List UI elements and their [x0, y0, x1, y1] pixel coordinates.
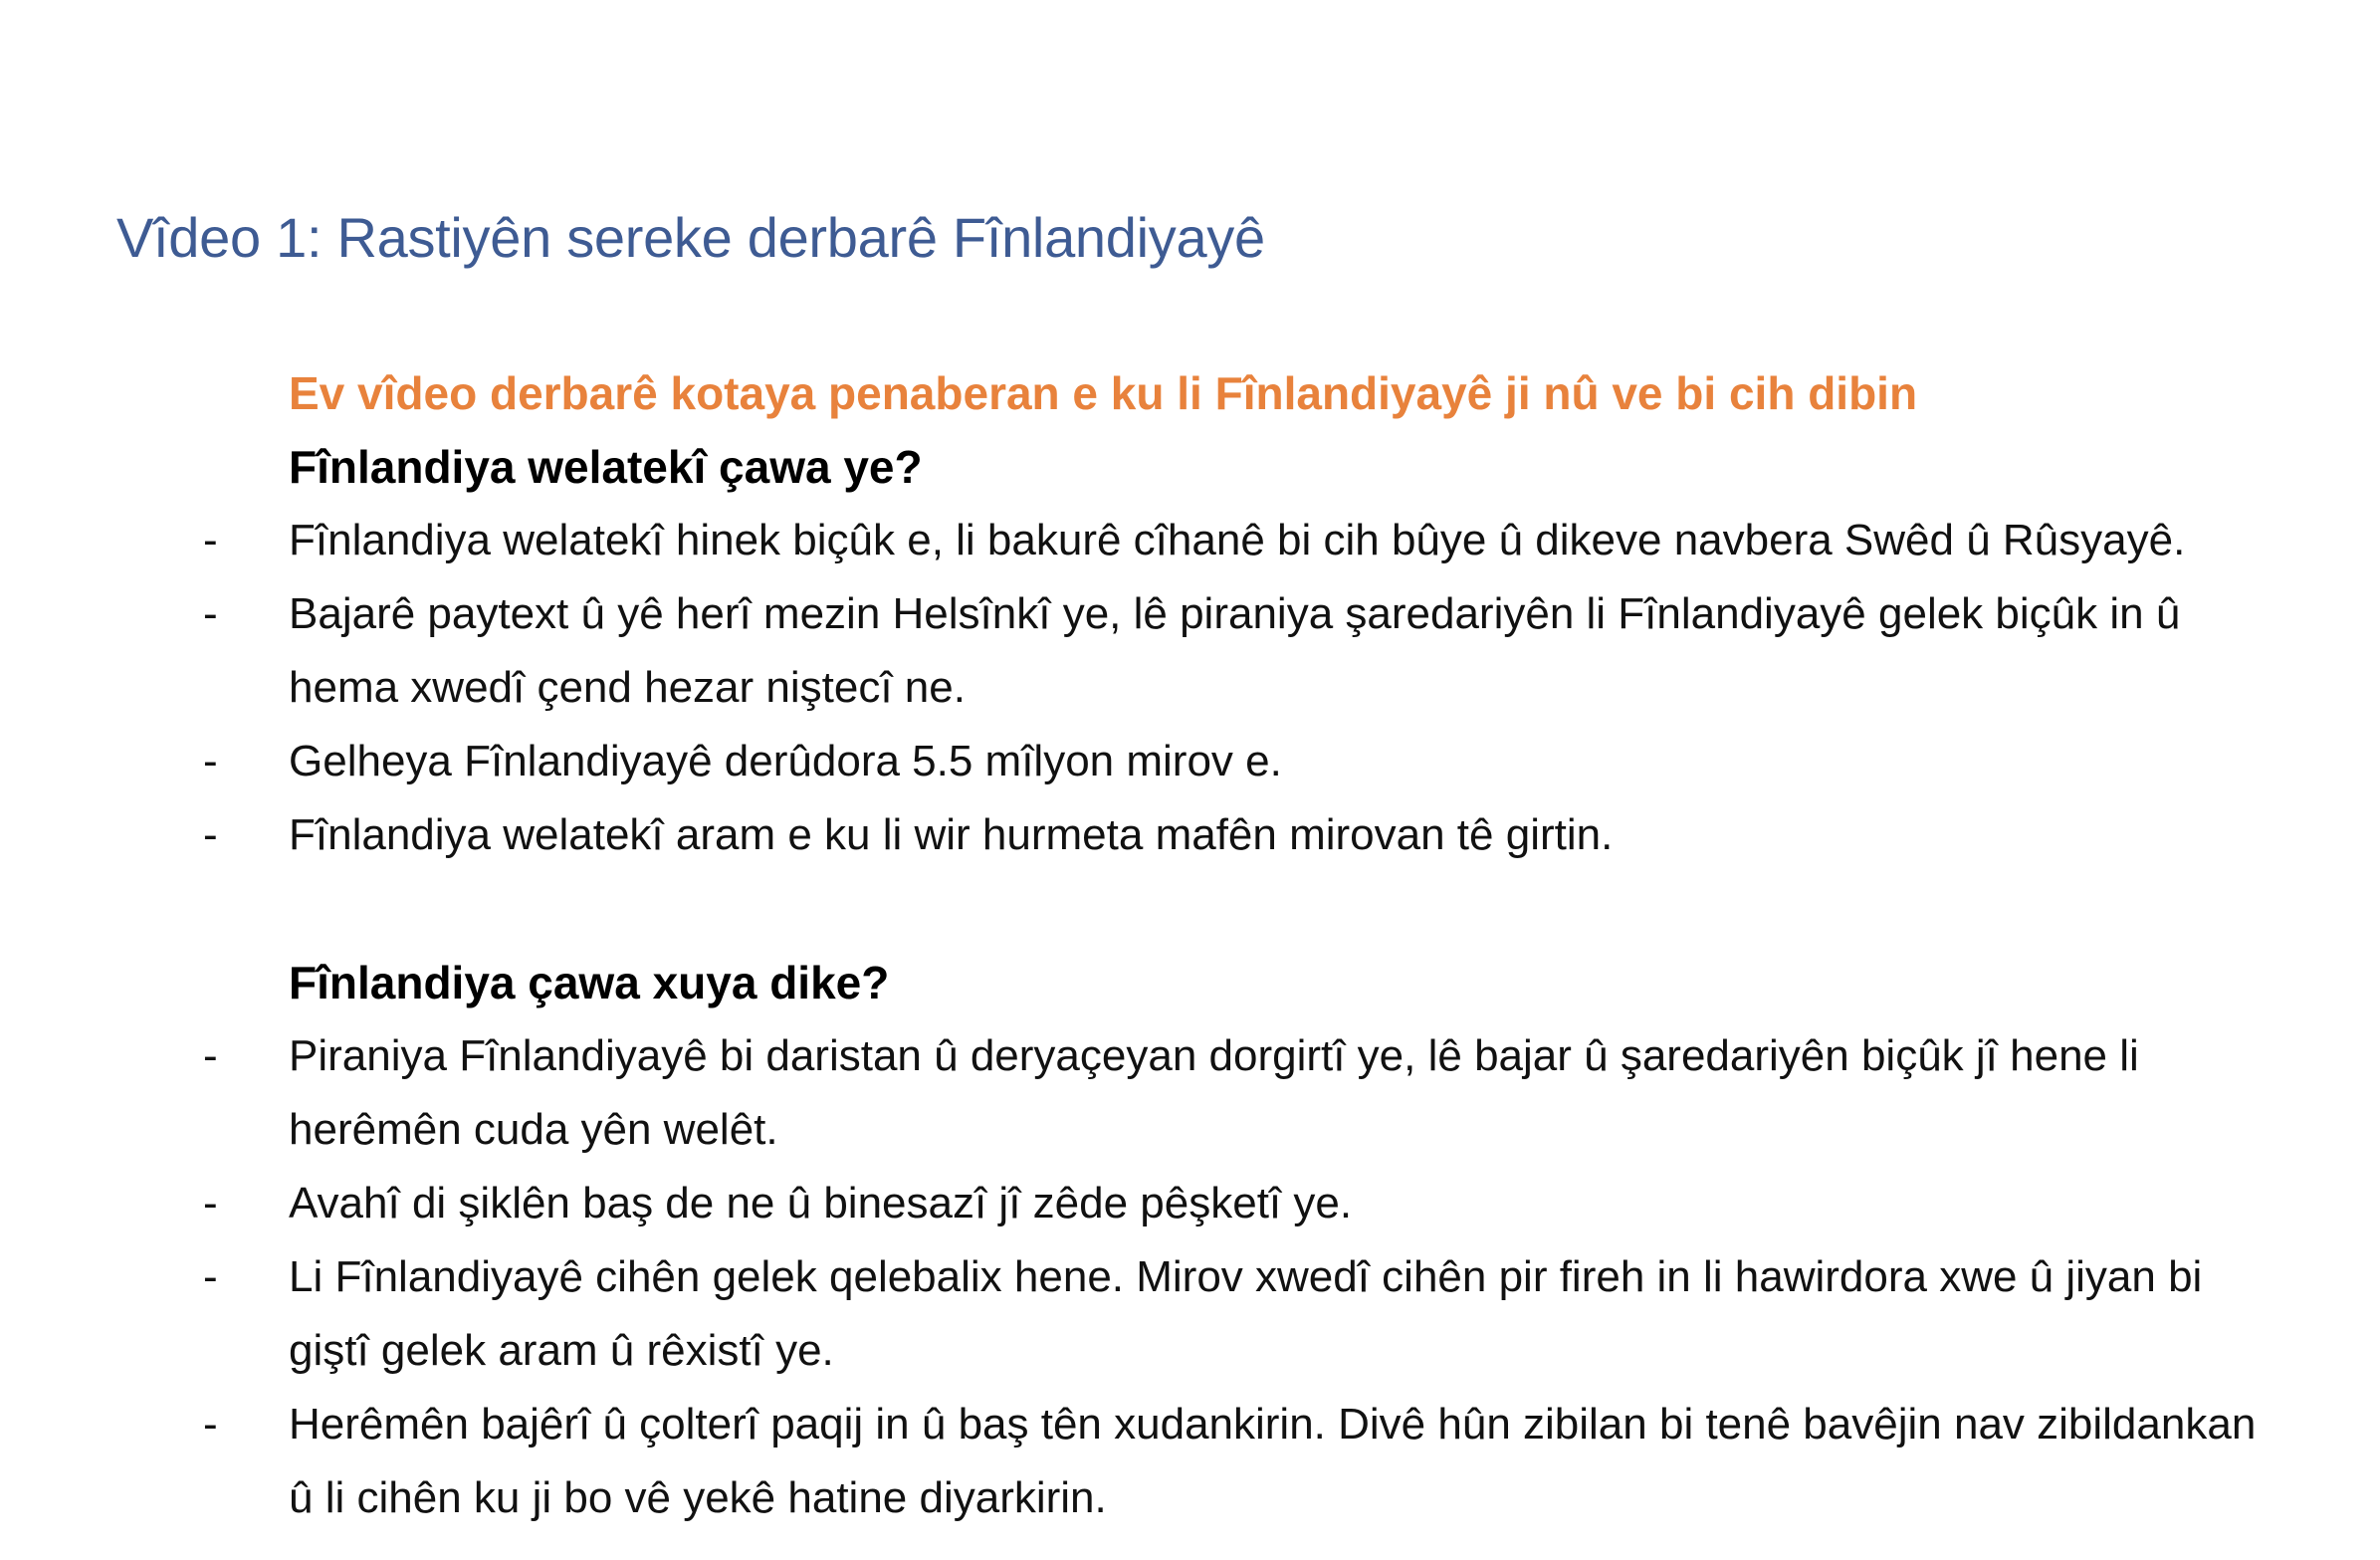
bullet-dash: -	[203, 1400, 218, 1449]
bullet-item	[0, 504, 2260, 577]
bullet-text: Fînlandiya welatekî aram e ku li wir hurmeta mafên mirovan tê girtin.	[289, 810, 1614, 859]
bullet-item	[0, 725, 2260, 798]
bullet-dash: -	[203, 589, 218, 638]
bullet-item	[0, 577, 2260, 725]
bullet-dash: -	[203, 516, 218, 564]
document-body	[0, 356, 2380, 1535]
bullet-text: Bajarê paytext û yê herî mezin Helsînkî ye, lê piraniya şaredariyên li Fînlandiyayê gelek biçûk in û hema xwedî çend hezar niştecî ne.	[289, 589, 2181, 712]
section-heading: Fînlandiya welatekî çawa ye?	[289, 441, 923, 493]
section-what-is-finland	[0, 430, 2380, 872]
bullet-item	[0, 1388, 2260, 1535]
bullet-dash: -	[203, 1179, 218, 1227]
section-how-finland-looks	[0, 946, 2380, 1535]
bullet-dash: -	[203, 1252, 218, 1301]
section-spacer	[0, 872, 2380, 946]
bullet-text: Fînlandiya welatekî hinek biçûk e, li bakurê cîhanê bi cih bûye û dikeve navbera Swêd û Rûsyayê.	[289, 516, 2186, 564]
bullet-item	[0, 1167, 2260, 1240]
bullet-item	[0, 798, 2260, 872]
subtitle: Ev vîdeo derbarê kotaya penaberan e ku li Fînlandiyayê ji nû ve bi cih dibin	[289, 367, 1918, 419]
bullet-text: Avahî di şiklên baş de ne û binesazî jî zêde pêşketî ye.	[289, 1179, 1353, 1227]
page-title: Vîdeo 1: Rastiyên sereke derbarê Fînlandiyayê	[116, 206, 1265, 269]
bullet-dash: -	[203, 737, 218, 785]
bullet-item	[0, 1240, 2260, 1388]
bullet-dash: -	[203, 810, 218, 859]
bullet-text: Li Fînlandiyayê cihên gelek qelebalix hene. Mirov xwedî cihên pir fireh in li hawirdora xwe û jiyan bi giştî gelek aram û rêxistî ye.	[289, 1252, 2203, 1375]
bullet-list	[0, 504, 2380, 872]
bullet-item	[0, 1019, 2260, 1167]
bullet-dash: -	[203, 1031, 218, 1080]
bullet-text: Herêmên bajêrî û çolterî paqij in û baş tên xudankirin. Divê hûn zibilan bi tenê bavêjin nav zibildankan û li cihên ku ji bo vê yekê hatine diyarkirin.	[289, 1400, 2257, 1522]
bullet-text: Piraniya Fînlandiyayê bi daristan û deryaçeyan dorgirtî ye, lê bajar û şaredariyên biçûk jî hene li herêmên cuda yên welêt.	[289, 1031, 2139, 1154]
bullet-list	[0, 1019, 2380, 1535]
bullet-text: Gelheya Fînlandiyayê derûdora 5.5 mîlyon mirov e.	[289, 737, 1282, 785]
section-heading: Fînlandiya çawa xuya dike?	[289, 957, 890, 1008]
